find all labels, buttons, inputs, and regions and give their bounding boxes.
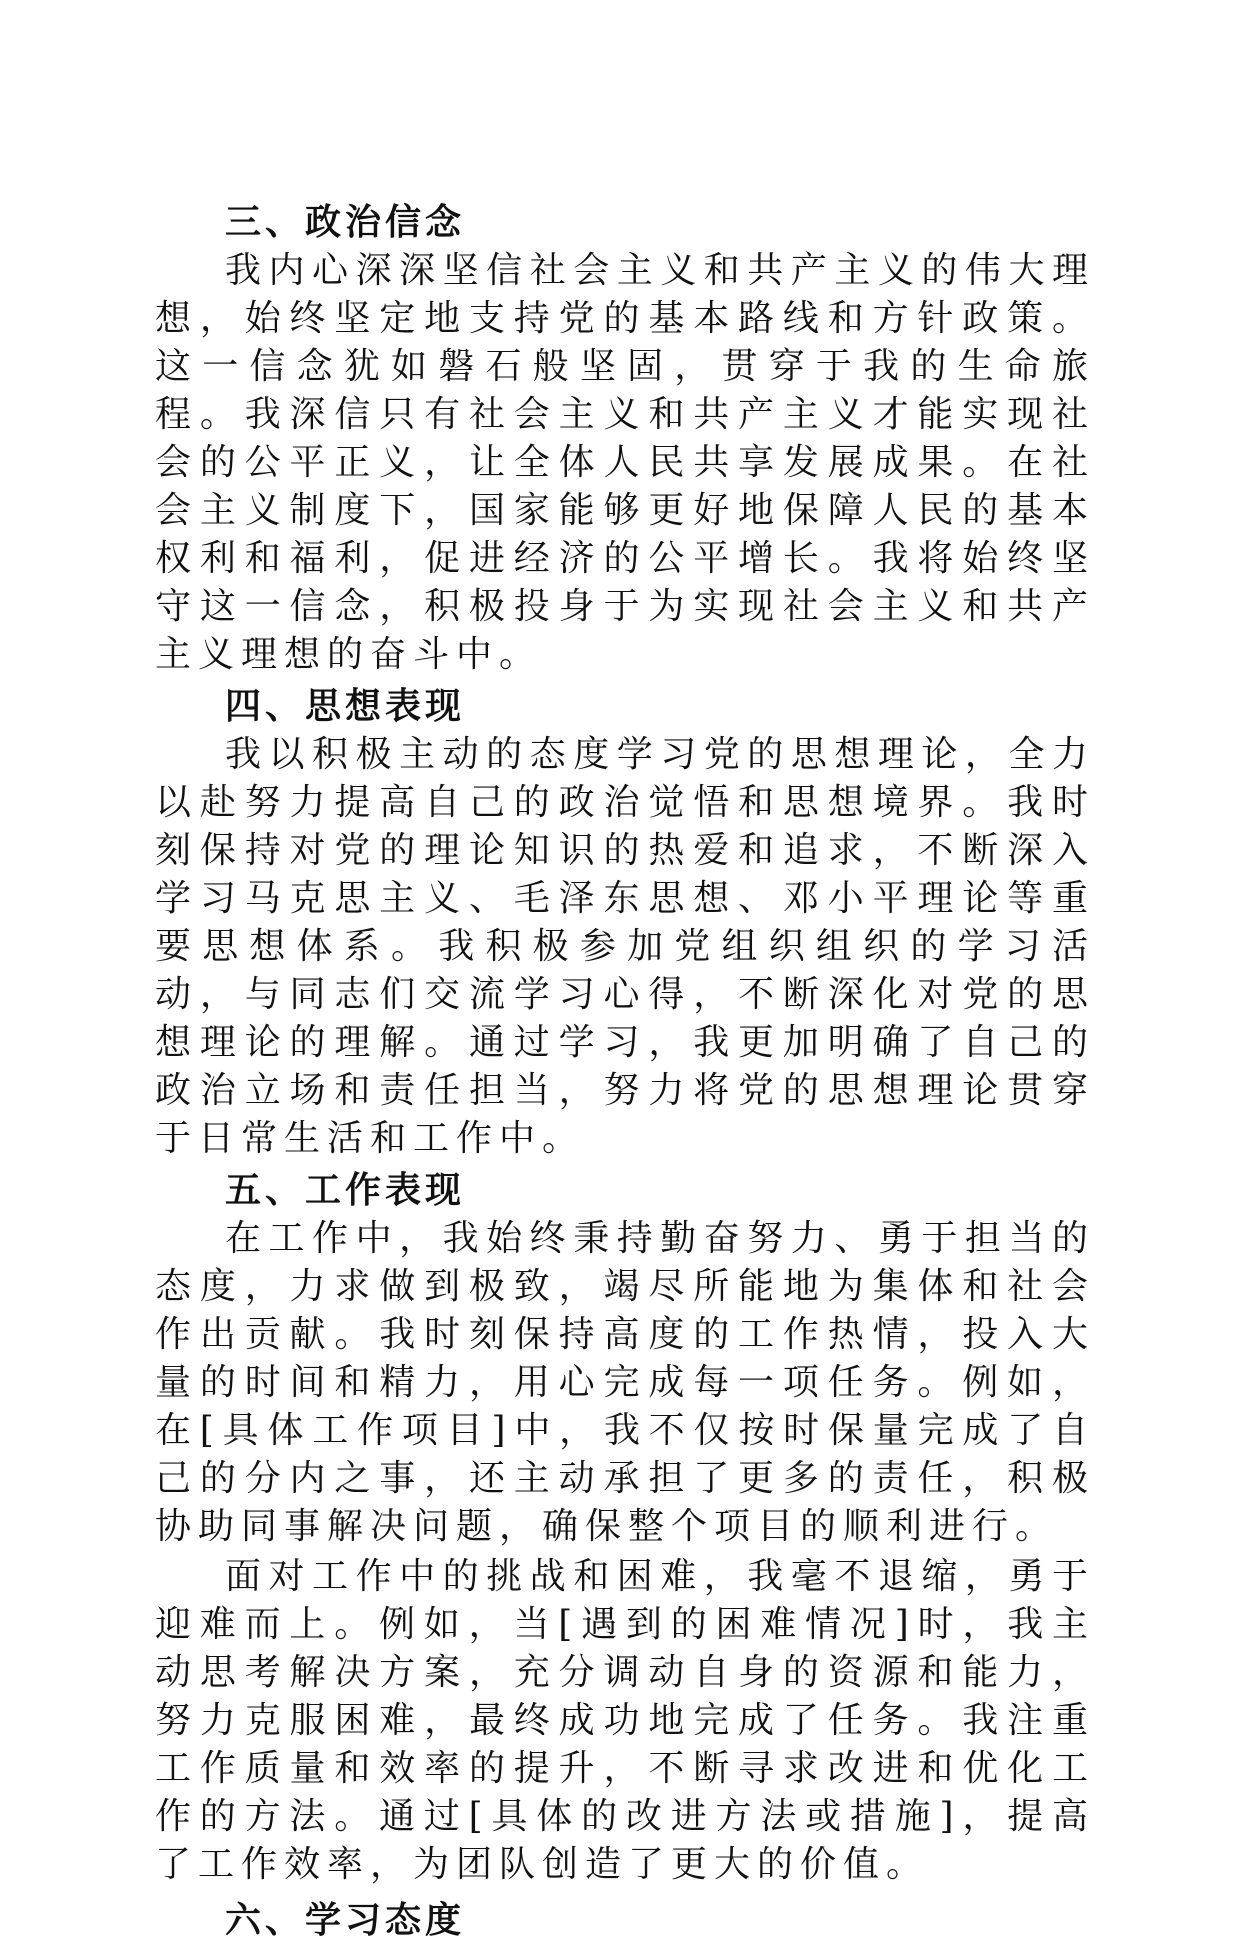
section-ideological-performance <box>155 683 1095 1163</box>
section-heading: 三、政治信念 <box>225 202 466 243</box>
section-work-performance <box>155 1167 1095 1889</box>
section-heading: 四、思想表现 <box>225 686 466 727</box>
section-heading: 五、工作表现 <box>225 1170 466 1211</box>
paragraph: 面对工作中的挑战和困难，我毫不退缩，勇于迎难而上。例如，当[遇到的困难情况]时，我主动思考解决方案，充分调动自身的资源和能力，努力克服困难，最终成功地完成了任务。我注重工作质量和效率的提升，不断寻求改进和优化工作的方法。通过[具体的改进方法或措施]，提高了工作效率，为团队创造了更大的价值。 <box>155 1556 1095 1885</box>
section-heading: 六、学习态度 <box>225 1900 466 1941</box>
section-learning-attitude <box>155 1897 1095 1945</box>
document-page <box>155 199 1095 1945</box>
paragraph: 我内心深深坚信社会主义和共产主义的伟大理想，始终坚定地支持党的基本路线和方针政策。这一信念犹如磐石般坚固，贯穿于我的生命旅程。我深信只有社会主义和共产主义才能实现社会的公平正义，让全体人民共享发展成果。在社会主义制度下，国家能够更好地保障人民的基本权利和福利，促进经济的公平增长。我将始终坚守这一信念，积极投身于为实现社会主义和共产主义理想的奋斗中。 <box>155 250 1095 675</box>
paragraph: 我以积极主动的态度学习党的思想理论，全力以赴努力提高自己的政治觉悟和思想境界。我时刻保持对党的理论知识的热爱和追求，不断深入学习马克思主义、毛泽东思想、邓小平理论等重要思想体系。我积极参加党组织组织的学习活动，与同志们交流学习心得，不断深化对党的思想理论的理解。通过学习，我更加明确了自己的政治立场和责任担当，努力将党的思想理论贯穿于日常生活和工作中。 <box>155 734 1095 1159</box>
paragraph: 在工作中，我始终秉持勤奋努力、勇于担当的态度，力求做到极致，竭尽所能地为集体和社会作出贡献。我时刻保持高度的工作热情，投入大量的时间和精力，用心完成每一项任务。例如，在[具体工作项目]中，我不仅按时保量完成了自己的分内之事，还主动承担了更多的责任，积极协助同事解决问题，确保整个项目的顺利进行。 <box>155 1218 1095 1547</box>
section-political-belief <box>155 199 1095 679</box>
